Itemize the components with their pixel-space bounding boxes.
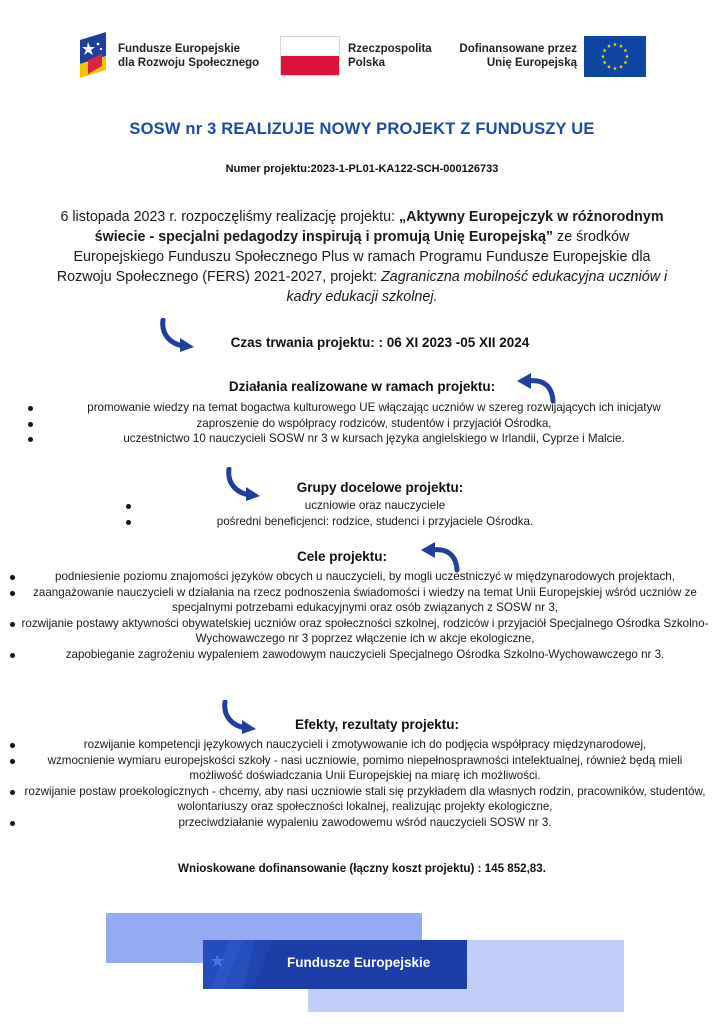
goals-list [0,569,724,662]
list-item: pośredni beneficjenci: rodzice, studenci i przyjaciele Ośrodka. [110,514,614,530]
list-item: zaproszenie do współpracy rodziców, studentów i przyjaciół Ośrodka, [0,416,724,432]
project-number: Numer projektu:2023-1-PL01-KA122-SCH-000126733 [225,163,499,175]
goals-heading: Cele projektu: [296,549,388,564]
eu-logo-text [459,42,577,70]
duration-heading: Czas trwania projektu: : 06 XI 2023 -05 XII 2024 [230,335,530,350]
list-item: uczniowie oraz nauczyciele [110,498,614,514]
list-item: rozwijanie postaw proekologicznych - chcemy, aby nasi uczniowie stali się przykładem dla własnych rodzin, pracowników, studentów, wolontariuszy oraz społeczności lokalnej, realizując projekty ekologiczne, [0,784,724,815]
eu-flag [584,36,646,77]
pl-logo-line-1: Rzeczpospolita [348,43,432,55]
intro-project-type: Zagraniczna mobilność edukacyjna uczniów i kadry edukacji szkolnej. [286,269,668,305]
actions-heading: Działania realizowane w ramach projektu: [228,379,496,394]
polish-flag [280,36,340,76]
fe-logo-line-1: Fundusze Europejskie [118,43,241,55]
eu-logo-line-2: Unię Europejską [486,57,577,69]
pl-logo-text [348,42,432,70]
fundusze-europejskie-banner [203,940,467,989]
intro-project-name: „Aktywny Europejczyk w różnorodnym świecie - specjalni pedagodzy inspirują i promują Unię Europejską” [94,209,664,245]
effects-heading: Efekty, rezultaty projektu: [294,717,460,732]
funding-amount: Wnioskowane dofinansowanie (łączny koszt projektu) : 145 852,83. [178,862,546,875]
list-item: promowanie wiedzy na temat bogactwa kulturowego UE włączając uczniów w szereg rozwijających ich inicjatyw [0,400,724,416]
groups-list [110,498,614,529]
logo-bar [0,28,724,82]
page-title: SOSW nr 3 REALIZUJE NOWY PROJEKT Z FUNDUSZY UE [129,120,595,138]
list-item: przeciwdziałanie wypaleniu zawodowemu wśród nauczycieli SOSW nr 3. [0,815,724,831]
effects-list [0,737,724,830]
pl-logo-line-2: Polska [348,57,386,69]
banner-pattern [203,940,283,989]
fe-logo-text [118,42,259,70]
fe-logo-line-2: dla Rozwoju Społecznego [118,57,260,69]
banner-text: Fundusze Europejskie [287,955,431,970]
list-item: zaangażowanie nauczycieli w działania na rzecz podnoszenia świadomości i wiedzy na temat Unii Europejskiej wśród uczniów ze specjalnymi potrzebami edukacyjnymi oraz osób związanych z SOSW nr 3, [0,585,724,616]
eu-logo-line-1: Dofinansowane przez [459,43,577,55]
intro-paragraph [50,207,674,307]
groups-heading: Grupy docelowe projektu: [296,480,464,495]
list-item: uczestnictwo 10 nauczycieli SOSW nr 3 w kursach języka angielskiego w Irlandii, Cyprze i Malcie. [0,431,724,447]
actions-list [0,400,724,447]
list-item: podniesienie poziomu znajomości języków obcych u nauczycieli, by mogli uczestniczyć w międzynarodowych projektach, [0,569,724,585]
list-item: rozwijanie postawy aktywności obywatelskiej uczniów oraz społeczności szkolnej, rodziców i przyjaciół Specjalnego Ośrodka Szkolno-Wychowawczego nr 3 poprzez włączenie ich w akcje ekologiczne, [0,616,724,647]
intro-text-2: ze środków Europejskiego Funduszu Społecznego Plus w ramach Programu Fundusze Europejskie dla Rozwoju Społecznego (FERS) 2021-2027, projekt: [56,229,651,285]
intro-text-1: 6 listopada 2023 r. rozpoczęliśmy realizację projektu: [60,209,399,225]
list-item: rozwijanie kompetencji językowych nauczycieli i zmotywowanie ich do podjęcia współpracy międzynarodowej, [0,737,724,753]
list-item: zapobieganie zagrożeniu wypaleniem zawodowym nauczycieli Specjalnego Ośrodka Szkolno-Wychowawczego nr 3. [0,647,724,663]
list-item: wzmocnienie wymiaru europejskości szkoły - nasi uczniowie, pomimo niepełnosprawności intelektualnej, również będą mieli możliwość doświadczania Unii Europejskiej na miarę ich możliwości. [0,753,724,784]
fundusze-europejskie-logo [76,30,110,82]
